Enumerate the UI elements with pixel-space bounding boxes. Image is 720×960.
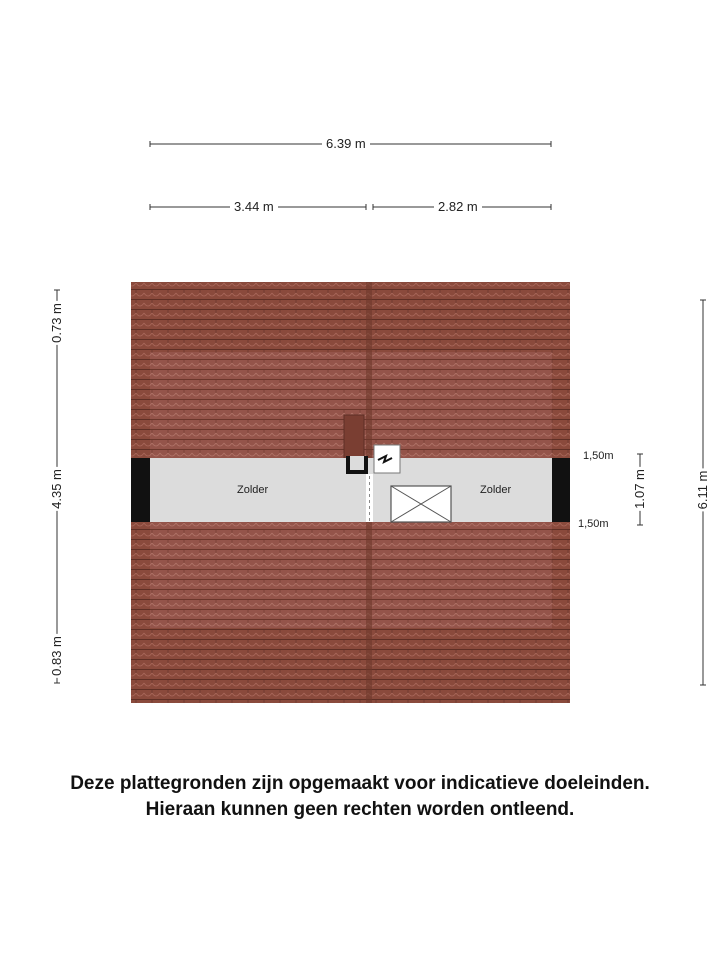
shaft-inner <box>350 456 364 470</box>
room-label-left: Zolder <box>237 484 269 496</box>
dimension-top-left: 3.44 m <box>230 200 278 214</box>
dimension-top-right: 2.82 m <box>434 200 482 214</box>
wall-right <box>552 458 570 522</box>
dimension-left-bottom: 0.83 m <box>49 636 64 676</box>
disclaimer-line-1: Deze plattegronden zijn opgemaakt voor indicatieve doeleinden. <box>70 773 650 794</box>
ceiling-height-bottom: 1,50m <box>578 518 609 530</box>
room-label-right: Zolder <box>480 484 512 496</box>
dimension-right-inner: 1.07 m <box>632 469 647 509</box>
wall-left <box>131 458 150 522</box>
chimney <box>344 415 364 460</box>
disclaimer-line-2: Hieraan kunnen geen rechten worden ontleend. <box>145 799 575 820</box>
roof-plane-bottom <box>150 522 552 628</box>
dimension-left-top: 0.73 m <box>49 303 64 343</box>
dimension-top-total: 6.39 m <box>322 137 370 151</box>
ceiling-height-top: 1,50m <box>583 450 614 462</box>
dimension-left-middle: 4.35 m <box>49 469 64 509</box>
dimension-right-total: 6.11 m <box>695 470 710 510</box>
